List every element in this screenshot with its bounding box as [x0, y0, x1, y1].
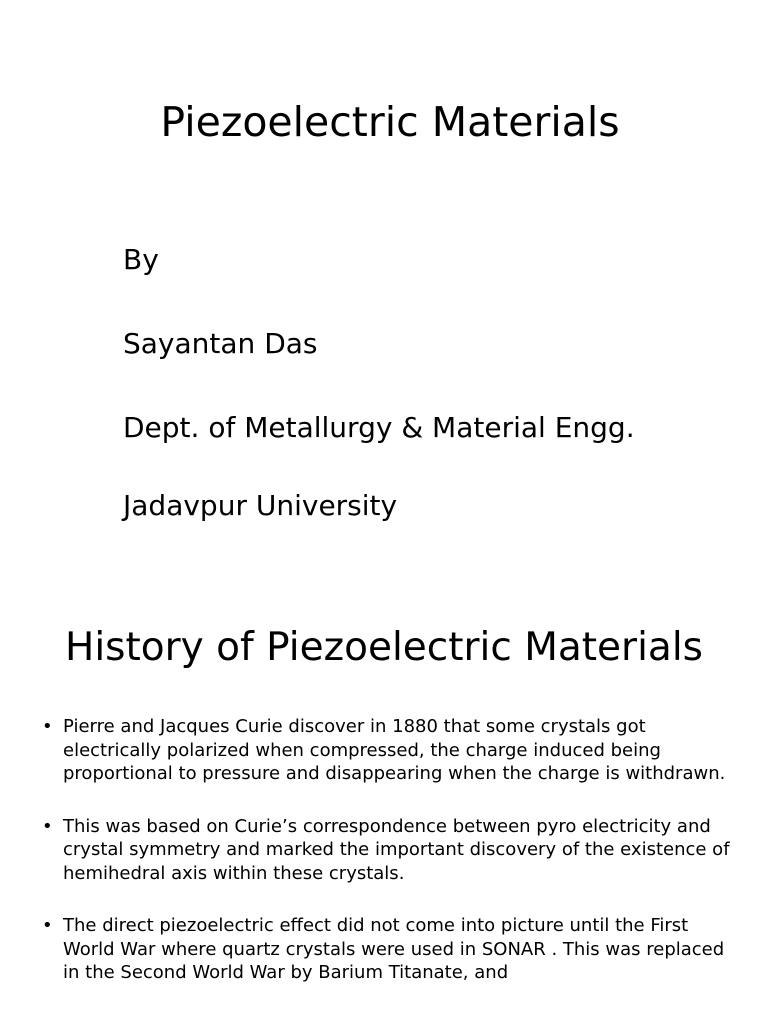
history-title: History of Piezoelectric Materials	[65, 625, 703, 670]
bullet-icon: •	[42, 815, 53, 837]
list-item	[42, 815, 732, 886]
bullet-icon: •	[42, 915, 53, 936]
department-name: Dept. of Metallurgy & Material Engg.	[123, 411, 635, 444]
list-item	[42, 914, 732, 985]
bullet-text: Pierre and Jacques Curie discover in 1880 that some crystals got electrically polarized when compressed, the charge induced being proportional to pressure and disappearing when the charge is withdrawn.	[63, 716, 726, 784]
history-slide	[0, 576, 768, 1024]
bullet-text: The direct piezoelectric effect did not come into picture until the First World War where quartz crystals were used in SONAR . This was replaced in the Second World War by Barium Titanate, and	[63, 915, 725, 983]
history-bullet-list	[42, 715, 732, 1014]
bullet-icon: •	[42, 716, 53, 737]
slide-title: Piezoelectric Materials	[160, 98, 620, 146]
list-item	[42, 715, 732, 786]
university-name: Jadavpur University	[123, 489, 398, 522]
bullet-text: This was based on Curie’s correspondence between pyro electricity and crystal symmetry and marked the important discovery of the existence of hemihedral axis within these crystals.	[63, 815, 730, 884]
author-name: Sayantan Das	[123, 327, 318, 360]
by-label: By	[123, 243, 159, 276]
